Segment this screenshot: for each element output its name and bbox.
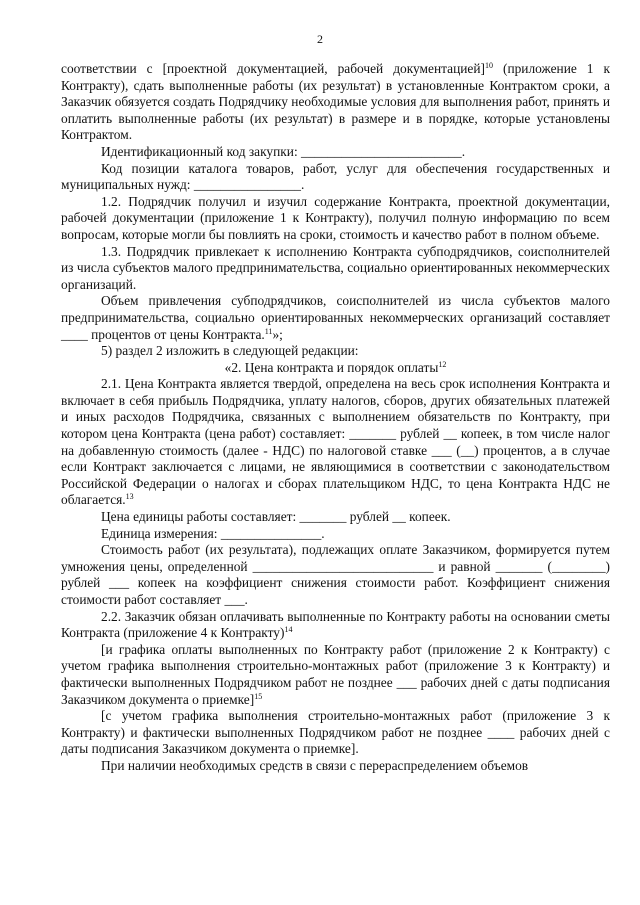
paragraph-p13 <box>61 609 610 642</box>
text-run: Единица измерения: _______________. <box>101 525 325 541</box>
paragraph-p04 <box>61 194 610 244</box>
page-number: 2 <box>317 32 323 46</box>
paragraph-p03 <box>61 161 610 194</box>
text-run: соответствии с [проектной документацией, рабочей документацией] <box>61 61 485 76</box>
text-run: (приложение 1 к Контракту), сдать выполненные работы (их результат) в установленные Контрактом сроки, а Заказчик обязуется создать Подрядчику необходимые условия для выполнения работ, принять и оплатить выполненные работы (их результат) в размере и в порядке, которые установлены Контрактом. <box>61 61 610 143</box>
footnote-ref: 12 <box>438 359 447 369</box>
paragraph-p12 <box>61 542 610 608</box>
text-run: «2. Цена контракта и порядок оплаты <box>224 359 439 375</box>
paragraph-p10 <box>61 509 610 526</box>
paragraph-p05 <box>61 244 610 294</box>
text-run: 2.1. Цена Контракта является твердой, определена на весь срок исполнения Контракта и включает в себя прибыль Подрядчика, уплату налогов, сборов, других обязательных платежей и иных расходов Подрядчика, связанных с выполнением обязательств по Контракту, при котором цена Контракта (цена работ) составляет: _______ рублей __ копеек, в том числе налог на добавленную стоимость (далее - НДС) по налоговой ставке ___ (__) процентов, а в случае если Контракт заключается с лицами, не являющимися в соответствии с законодательством Российской Федерации о налогах и сборах плательщиком НДС, то цена Контракта НДС не облагается. <box>61 376 610 508</box>
text-run: 5) раздел 2 изложить в следующей редакции: <box>101 343 359 359</box>
document-body <box>61 61 610 775</box>
text-run: Идентификационный код закупки: ________________________. <box>101 143 466 159</box>
paragraph-p07 <box>61 343 610 360</box>
paragraph-p06 <box>61 293 610 343</box>
footnote-ref: 11 <box>264 326 273 336</box>
paragraph-p02 <box>61 144 610 161</box>
text-run: [с учетом графика выполнения строительно-монтажных работ (приложение 3 к Контракту) и фактически выполненных Подрядчиком работ не позднее ____ рабочих дней с даты подписания Заказчиком документа о приемке]. <box>61 708 610 757</box>
text-run: 1.3. Подрядчик привлекает к исполнению Контракта субподрядчиков, соисполнителей из числа субъектов малого предпринимательства, социально ориентированных некоммерческих организаций. <box>61 243 610 292</box>
text-run: Код позиции каталога товаров, работ, услуг для обеспечения государственных и муниципальных нужд: ________________. <box>61 160 610 193</box>
footnote-ref: 13 <box>125 492 134 502</box>
text-run: Цена единицы работы составляет: _______ рублей __ копеек. <box>101 509 451 525</box>
paragraph-p01 <box>61 61 610 144</box>
paragraph-p14 <box>61 642 610 708</box>
footnote-ref: 10 <box>485 61 493 70</box>
text-run: При наличии необходимых средств в связи с перераспределением объемов <box>101 757 529 773</box>
paragraph-p08 <box>61 360 610 377</box>
footnote-ref: 15 <box>254 691 263 701</box>
text-run: »; <box>272 326 283 342</box>
paragraph-p09 <box>61 376 610 509</box>
text-run: [и графика оплаты выполненных по Контракту работ (приложение 2 к Контракту) с учетом графика выполнения строительно-монтажных работ (приложение 3 к Контракту) и фактически выполненных Подрядчиком работ не позднее ___ рабочих дней с даты подписания Заказчиком документа о приемке] <box>61 641 610 707</box>
text-run: Объем привлечения субподрядчиков, соисполнителей из числа субъектов малого предпринимательства, социально ориентированных некоммерческих организаций составляет ____ процентов от цены Контракта. <box>61 293 610 342</box>
footnote-ref: 14 <box>284 625 293 635</box>
paragraph-p16 <box>61 758 610 775</box>
text-run: Стоимость работ (их результата), подлежащих оплате Заказчиком, формируется путем умножения цены, определенной ___________________________ и равной _______ (________) рублей ___ копеек на коэффициент снижения стоимости работ. Коэффициент снижения стоимости работ составляет ___. <box>61 542 610 607</box>
text-run: 1.2. Подрядчик получил и изучил содержание Контракта, проектной документации, рабочей документации (приложение 1 к Контракту), получил полную информацию по всем вопросам, которые могли бы повлиять на сроки, стоимость и качество работ в полном объеме. <box>61 193 610 242</box>
text-run: 2.2. Заказчик обязан оплачивать выполненные по Контракту работы на основании сметы Контракта (приложение 4 к Контракту) <box>61 608 610 641</box>
paragraph-p11 <box>61 526 610 543</box>
paragraph-p15 <box>61 708 610 758</box>
